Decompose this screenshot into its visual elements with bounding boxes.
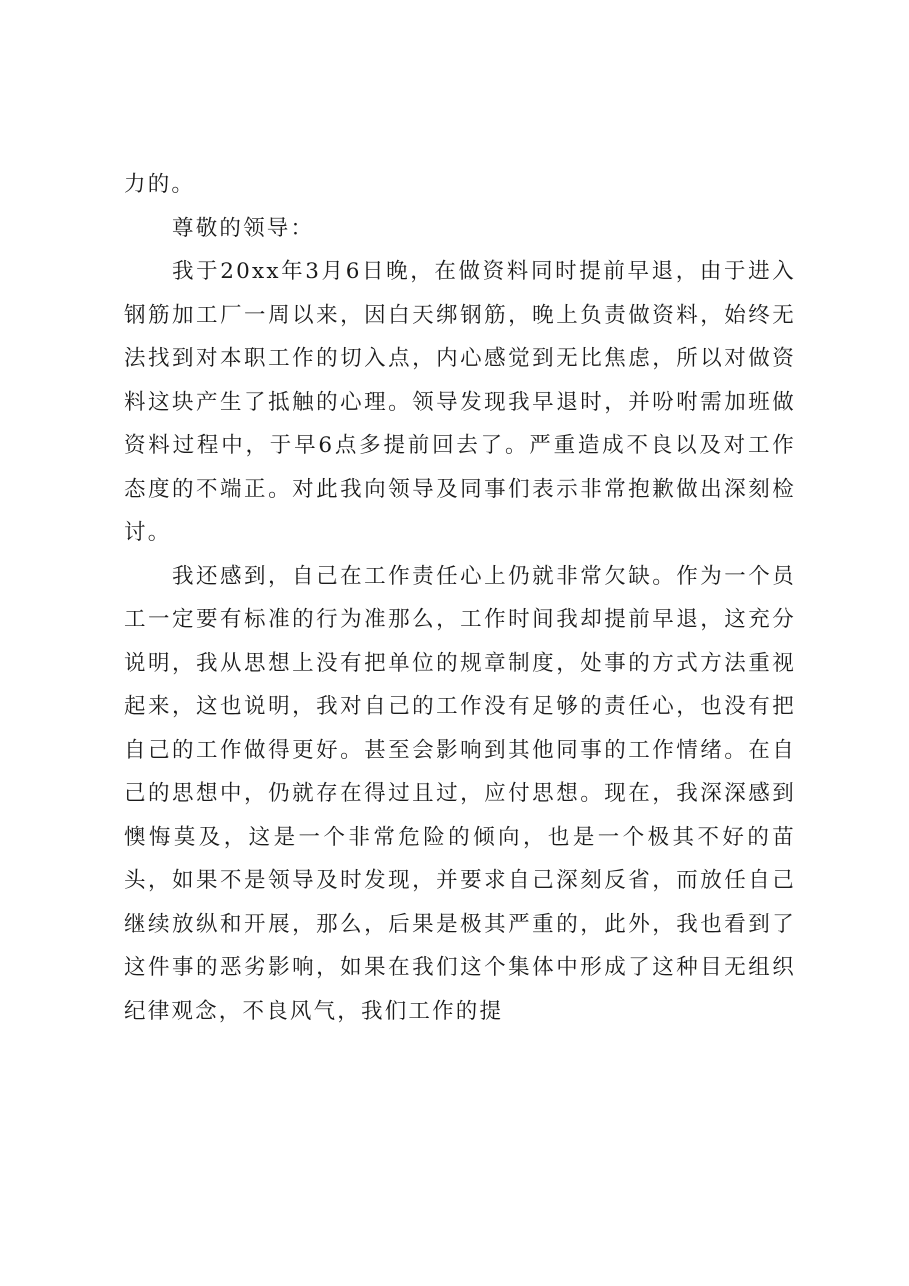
document-body [124,163,796,1033]
body-paragraph: 我还感到，自己在工作责任心上仍就非常欠缺。作为一个员工一定要有标准的行为准那么，工作时间我却提前早退，这充分说明，我从思想上没有把单位的规章制度，处事的方式方法重视起来，这也说明，我对自己的工作没有足够的责任心，也没有把自己的工作做得更好。甚至会影响到其他同事的工作情绪。在自己的思想中，仍就存在得过且过，应付思想。现在，我深深感到懊悔莫及，这是一个非常危险的倾向，也是一个极其不好的苗头，如果不是领导及时发现，并要求自己深刻反省，而放任自己继续放纵和开展，那么，后果是极其严重的，此外，我也看到了这件事的恶劣影响，如果在我们这个集体中形成了这种目无组织纪律观念，不良风气，我们工作的提 [124,563,796,1024]
body-paragraph: 我于20xx年3月6日晚，在做资料同时提前早退，由于进入钢筋加工厂一周以来，因白天绑钢筋，晚上负责做资料，始终无法找到对本职工作的切入点，内心感觉到无比焦虑，所以对做资料这块产生了抵触的心理。领导发现我早退时，并吩咐需加班做资料过程中，于早6点多提前回去了。严重造成不良以及对工作态度的不端正。对此我向领导及同事们表示非常抱歉做出深刻检讨。 [124,259,796,545]
continuation-text: 力的。 [124,172,196,197]
salutation: 尊敬的领导： [172,215,315,241]
